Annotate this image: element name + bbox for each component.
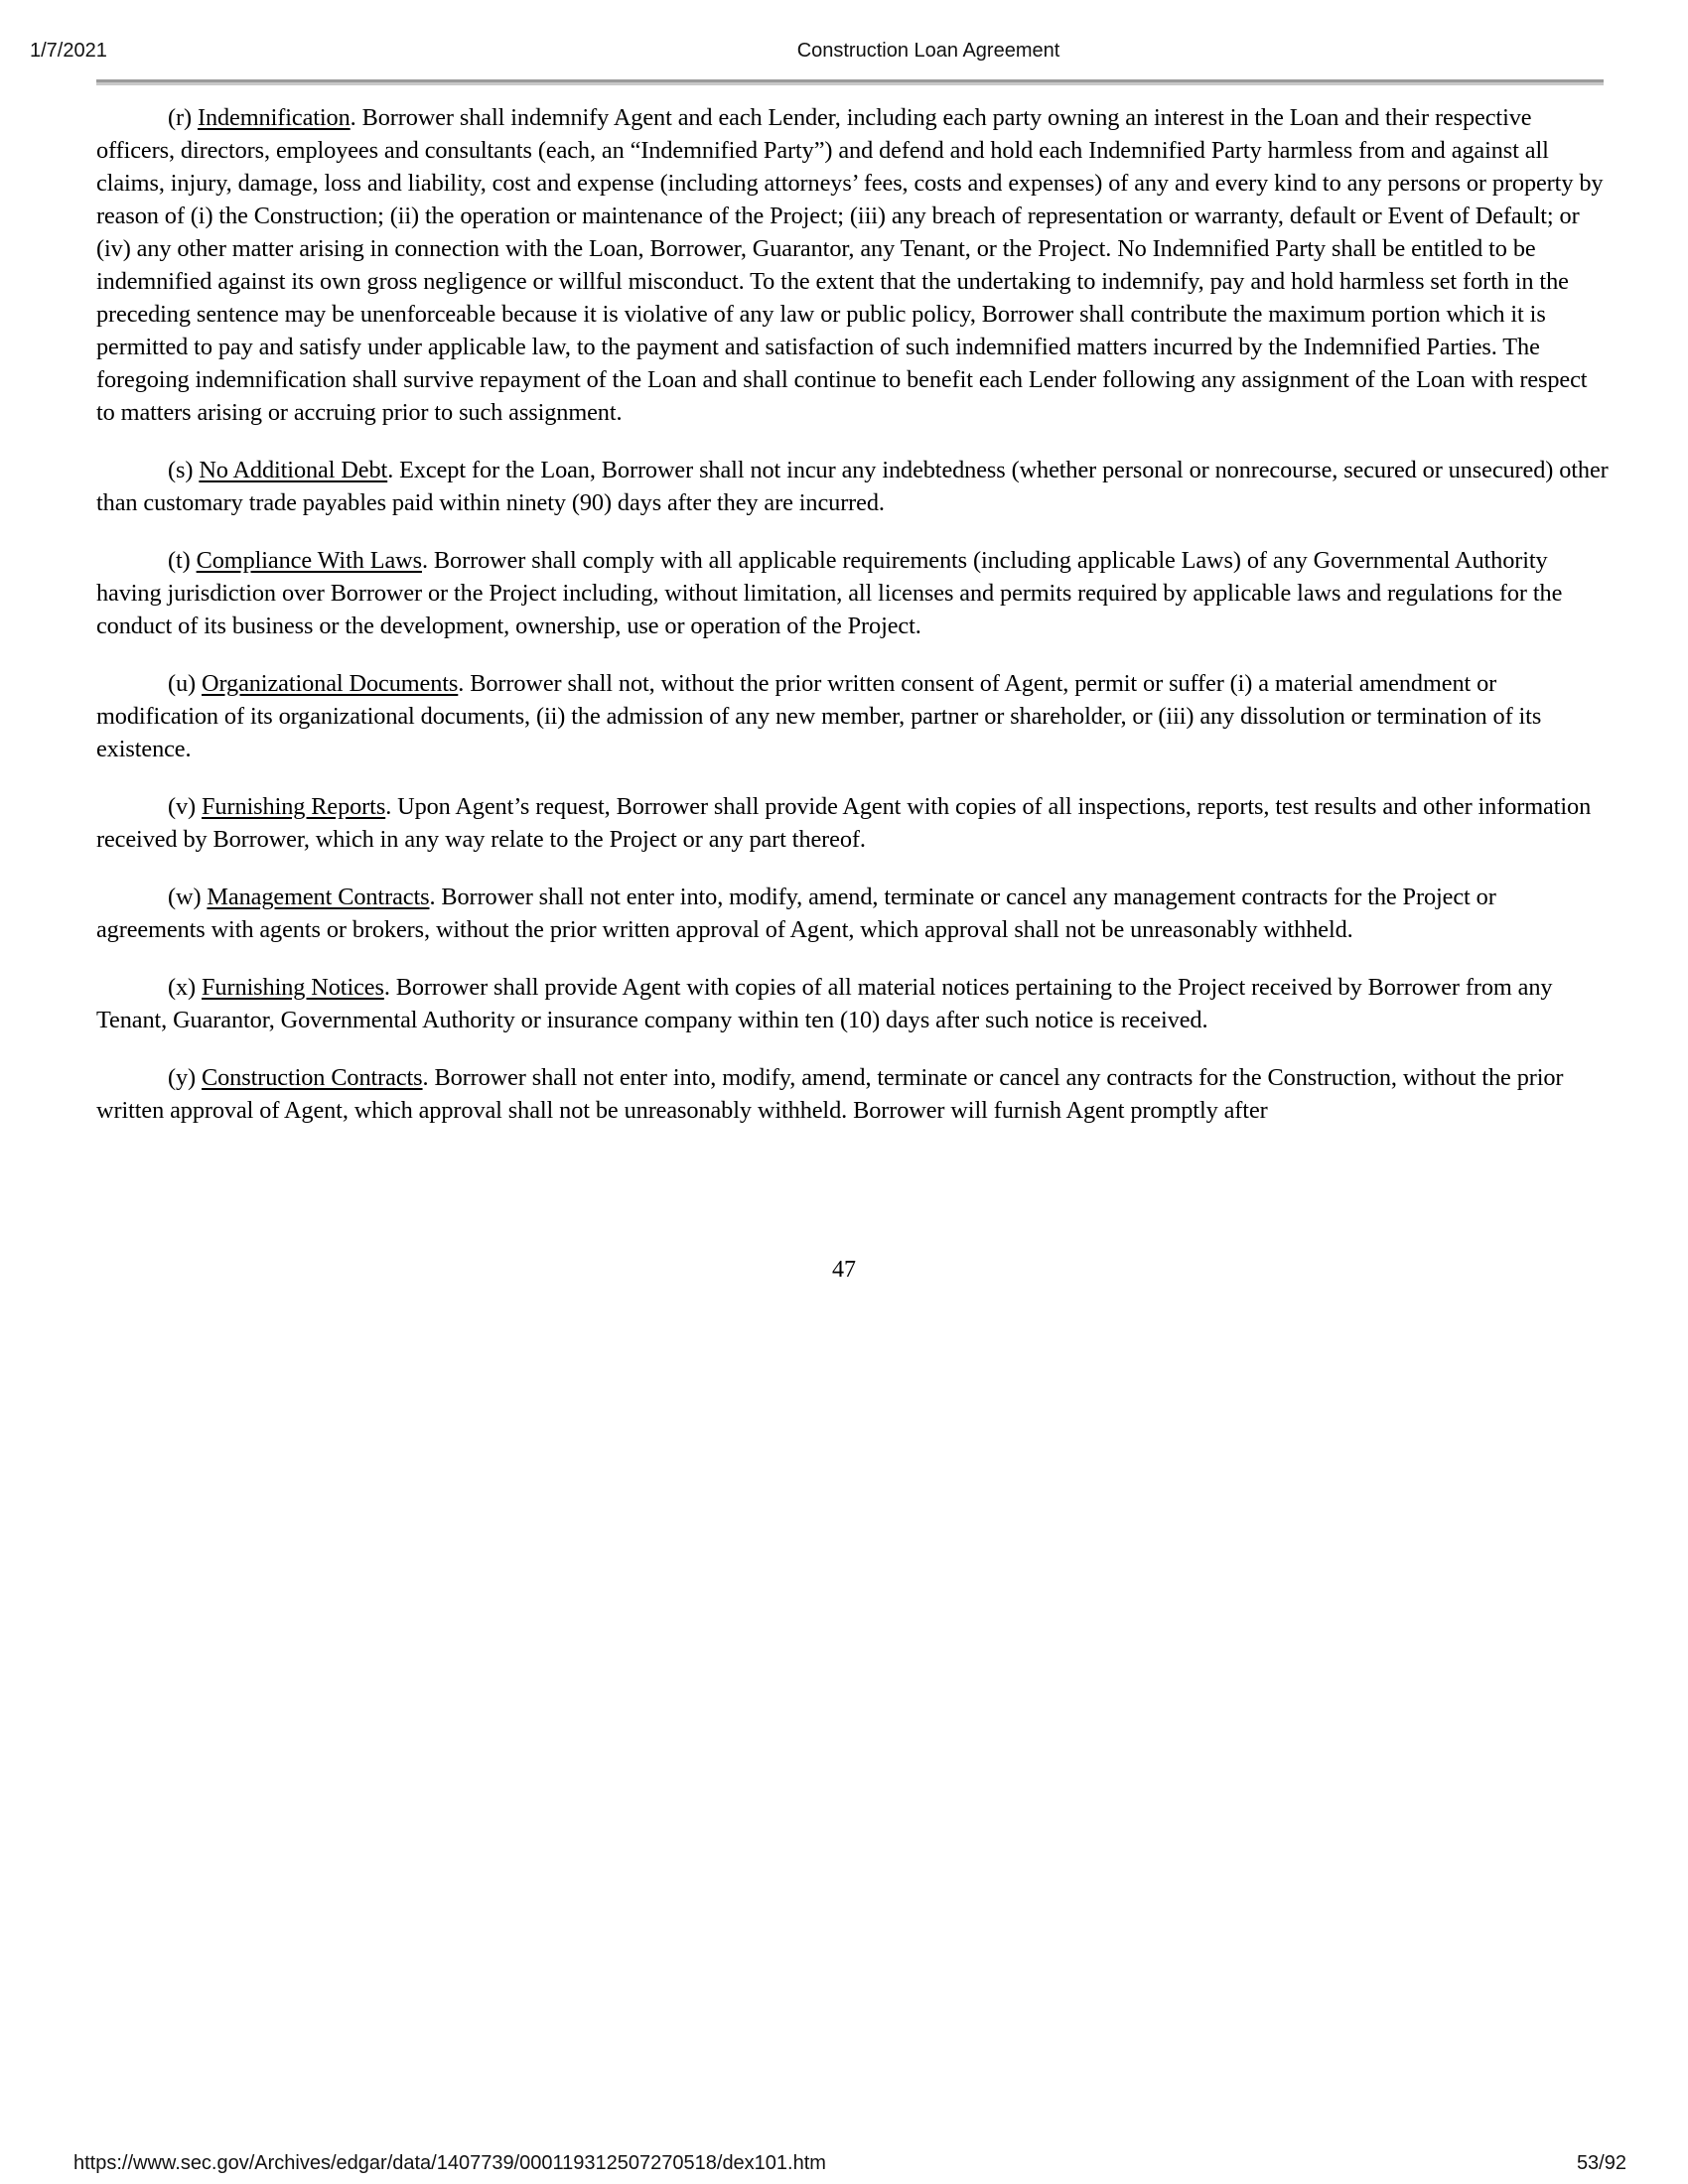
section-paragraph-s xyxy=(96,454,1611,519)
print-date: 1/7/2021 xyxy=(30,40,107,62)
section-heading: Indemnification xyxy=(197,104,351,131)
section-text: . Borrower shall provide Agent with copies of all material notices pertaining to the Project received by Borrower from any Tenant, Guarantor, Governmental Authority or insurance company within ten (10) days after such notice is received. xyxy=(96,974,1553,1033)
section-text: . Except for the Loan, Borrower shall not incur any indebtedness (whether personal or nonrecourse, secured or unsecured) other than customary trade payables paid within ninety (90) days after they are incurred. xyxy=(96,457,1609,516)
section-text: . Borrower shall not, without the prior written consent of Agent, permit or suffer (i) a material amendment or modification of its organizational documents, (ii) the admission of any new member, partner or shareholder, or (iii) any dissolution or termination of its existence. xyxy=(96,670,1542,762)
section-paragraph-u xyxy=(96,667,1611,765)
section-label: (w) xyxy=(168,884,202,910)
section-text: . Borrower shall not enter into, modify, amend, terminate or cancel any contracts for the Construction, without the prior written approval of Agent, which approval shall not be unreasonably withheld. Borrower will furnish Agent promptly after xyxy=(96,1064,1564,1124)
section-heading: Furnishing Reports xyxy=(202,793,386,820)
section-paragraph-w xyxy=(96,881,1611,946)
section-label: (y) xyxy=(168,1064,197,1091)
section-label: (s) xyxy=(168,457,194,483)
section-label: (x) xyxy=(168,974,197,1001)
page-count: 53/92 xyxy=(1576,2152,1626,2174)
section-text: . Borrower shall indemnify Agent and each Lender, including each party owning an interest in the Loan and their respective officers, directors, employees and consultants (each, an “Indemnified Party”) and defend and hold each Indemnified Party harmless from and against all claims, injury, damage, loss and liability, cost and expense (including attorneys’ fees, costs and expenses) of any and every kind to any persons or property by reason of (i) the Construction; (ii) the operation or maintenance of the Project; (iii) any breach of representation or warranty, default or Event of Default; or (iv) any other matter arising in connection with the Loan, Borrower, Guarantor, any Tenant, or the Project. No Indemnified Party shall be entitled to be indemnified against its own gross negligence or willful misconduct. To the extent that the undertaking to indemnify, pay and hold harmless set forth in the preceding sentence may be unenforceable because it is violative of any law or public policy, Borrower shall contribute the maximum portion which it is permitted to pay and satisfy under applicable law, to the payment and satisfaction of such indemnified matters incurred by the Indemnified Parties. The foregoing indemnification shall survive repayment of the Loan and shall continue to benefit each Lender following any assignment of the Loan with respect to matters arising or accruing prior to such assignment. xyxy=(96,104,1604,426)
section-label: (t) xyxy=(168,547,191,574)
section-text: . Upon Agent’s request, Borrower shall provide Agent with copies of all inspections, reports, test results and other information received by Borrower, which in any way relate to the Project or any part thereof. xyxy=(96,793,1592,853)
document-title: Construction Loan Agreement xyxy=(796,40,1060,62)
section-label: (r) xyxy=(168,104,192,131)
section-heading: Organizational Documents xyxy=(202,670,459,697)
section-text: . Borrower shall not enter into, modify, amend, terminate or cancel any management contracts for the Project or agreements with agents or brokers, without the prior written approval of Agent, which approval shall not be unreasonably withheld. xyxy=(96,884,1496,943)
section-label: (u) xyxy=(168,670,197,697)
section-paragraph-x xyxy=(96,971,1611,1036)
section-heading: Compliance With Laws xyxy=(196,547,422,574)
print-header xyxy=(0,40,1688,69)
source-url: https://www.sec.gov/Archives/edgar/data/1407739/000119312507270518/dex101.htm xyxy=(73,2152,826,2174)
header-divider xyxy=(96,79,1604,85)
section-text: . Borrower shall comply with all applicable requirements (including applicable Laws) of any Governmental Authority having jurisdiction over Borrower or the Project including, without limitation, all licenses and permits required by applicable laws and regulations for the conduct of its business or the development, ownership, use or operation of the Project. xyxy=(96,547,1563,639)
section-heading: Management Contracts xyxy=(207,884,430,910)
section-paragraph-r xyxy=(96,101,1611,429)
section-heading: No Additional Debt xyxy=(199,457,388,483)
section-paragraph-y xyxy=(96,1061,1611,1127)
section-heading: Furnishing Notices xyxy=(202,974,384,1001)
section-heading: Construction Contracts xyxy=(202,1064,423,1091)
section-label: (v) xyxy=(168,793,197,820)
section-paragraph-v xyxy=(96,790,1611,856)
section-paragraph-t xyxy=(96,544,1611,642)
document-body xyxy=(96,101,1611,1152)
page-number: 47 xyxy=(832,1257,856,1283)
